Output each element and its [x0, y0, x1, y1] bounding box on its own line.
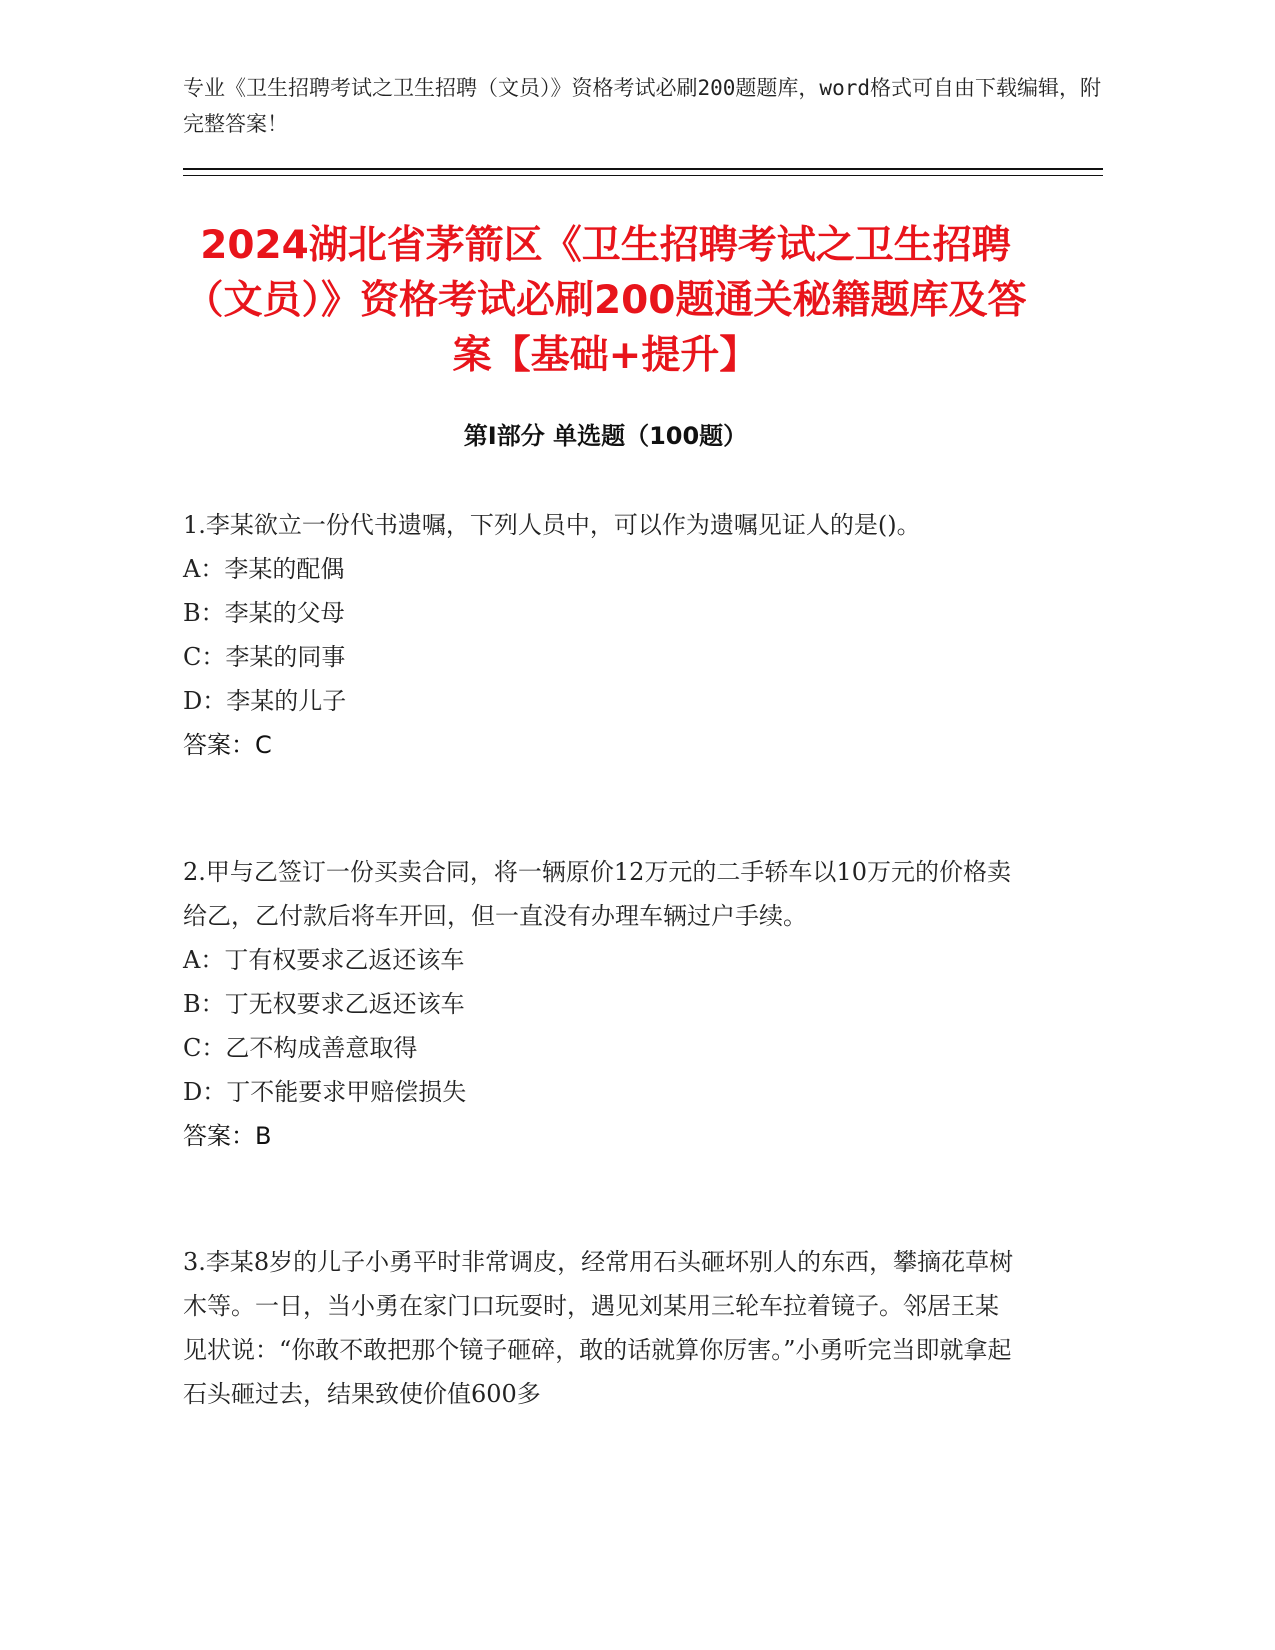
- question-3: [183, 1240, 1018, 1416]
- header-divider-thick: [183, 168, 1103, 170]
- header-note: 专业《卫生招聘考试之卫生招聘（文员）》资格考试必刷200题题库，word格式可自由下载编辑，附完整答案！: [183, 76, 1101, 136]
- question-1: [183, 503, 1018, 767]
- option-c: C：李某的同事: [183, 643, 346, 671]
- option-a: A：丁有权要求乙返还该车: [183, 946, 465, 974]
- answer: 答案：C: [183, 731, 272, 759]
- option-d: D：李某的儿子: [183, 687, 347, 715]
- option-d: D：丁不能要求甲赔偿损失: [183, 1078, 467, 1106]
- header-divider-thin: [183, 175, 1103, 176]
- section-heading: 第Ⅰ部分 单选题（100题）: [463, 422, 748, 450]
- question-text: 2.甲与乙签订一份买卖合同，将一辆原价12万元的二手轿车以10万元的价格卖给乙，乙付款后将车开回，但一直没有办理车辆过户手续。: [183, 858, 1011, 930]
- question-text: 3.李某8岁的儿子小勇平时非常调皮，经常用石头砸坏别人的东西，攀摘花草树木等。一日，当小勇在家门口玩耍时，遇见刘某用三轮车拉着镜子。邻居王某见状说：“你敢不敢把那个镜子砸碎，敢的话就算你厉害。”小勇听完当即就拿起石头砸过去，结果致使价值600多: [183, 1248, 1014, 1408]
- document-title: 2024湖北省茅箭区《卫生招聘考试之卫生招聘（文员）》资格考试必刷200题通关秘籍题库及答案【基础+提升】: [184, 223, 1027, 378]
- answer: 答案：B: [183, 1122, 272, 1150]
- question-text: 1.李某欲立一份代书遗嘱，下列人员中，可以作为遗嘱见证人的是()。: [183, 511, 921, 539]
- question-2: [183, 850, 1018, 1158]
- option-b: B：李某的父母: [183, 599, 345, 627]
- option-b: B：丁无权要求乙返还该车: [183, 990, 465, 1018]
- option-a: A：李某的配偶: [183, 555, 345, 583]
- option-c: C：乙不构成善意取得: [183, 1034, 418, 1062]
